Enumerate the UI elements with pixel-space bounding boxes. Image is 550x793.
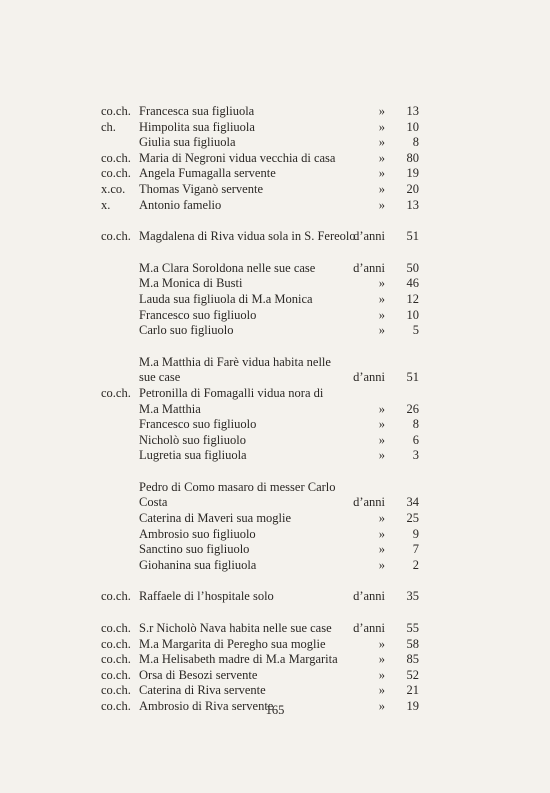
register-entry [101, 637, 419, 653]
person-description: Lugretia sua figliuola [139, 448, 247, 463]
status-code: co.ch. [101, 385, 131, 400]
age-value: 20 [406, 181, 419, 196]
group-spacer [101, 213, 419, 229]
person-description: Ambrosio di Riva servente [139, 699, 274, 713]
age-unit: » [378, 291, 385, 306]
person-description: Giulia sua figliuola [139, 135, 236, 150]
age-value: 25 [406, 511, 419, 526]
register-listing [101, 104, 419, 715]
age-unit: » [378, 166, 385, 181]
person-description: Raffaele di l’hospitale solo [139, 589, 274, 604]
person-description: Himpolita sua figliuola [139, 119, 255, 134]
group-spacer [101, 464, 419, 480]
age-value: 8 [412, 135, 419, 150]
person-description: Francesco suo figliuolo [139, 307, 257, 322]
person-description: sue case [139, 370, 181, 385]
register-entry [101, 527, 419, 543]
age-value: 51 [406, 229, 419, 244]
person-description: Costa [139, 495, 168, 510]
register-entry [101, 668, 419, 684]
age-unit: » [378, 448, 385, 463]
age-unit: » [378, 150, 385, 165]
age-value: 12 [406, 291, 419, 306]
age-value: 7 [412, 542, 419, 557]
person-description: M.a Helisabeth madre di M.a Margarita [139, 652, 338, 667]
age-unit: » [378, 699, 385, 713]
register-entry [101, 386, 419, 402]
age-value: 50 [406, 260, 419, 275]
register-entry [101, 166, 419, 182]
age-unit: » [378, 511, 385, 526]
person-description: Angela Fumagalla servente [139, 166, 276, 181]
age-unit: » [378, 307, 385, 322]
person-description: Caterina di Riva servente [139, 683, 266, 698]
register-entry [101, 370, 419, 386]
person-description: Ambrosio suo figliuolo [139, 526, 256, 541]
register-entry [101, 292, 419, 308]
person-description: Giohanina sua figliuola [139, 557, 257, 572]
age-unit: » [378, 636, 385, 651]
age-value: 6 [412, 432, 419, 447]
page-number: 165 [265, 703, 285, 717]
age-unit: d’anni [353, 260, 385, 275]
status-code: co.ch. [101, 652, 131, 667]
register-entry [101, 480, 419, 496]
age-value: 19 [406, 166, 419, 181]
age-value: 9 [412, 526, 419, 541]
register-entry [101, 652, 419, 668]
register-entry [101, 151, 419, 167]
register-entry [101, 261, 419, 277]
age-value: 58 [406, 636, 419, 651]
age-value: 80 [406, 150, 419, 165]
age-value: 55 [406, 621, 419, 636]
age-value: 13 [406, 104, 419, 118]
person-description: M.a Monica di Busti [139, 276, 243, 291]
age-unit: » [378, 323, 385, 338]
status-code: co.ch. [101, 589, 131, 604]
age-value: 85 [406, 652, 419, 667]
status-code: co.ch. [101, 104, 131, 118]
register-entry [101, 229, 419, 245]
group-spacer [101, 245, 419, 261]
register-entry [101, 448, 419, 464]
status-code: ch. [101, 119, 116, 134]
age-unit: » [378, 417, 385, 432]
age-unit: » [378, 542, 385, 557]
age-value: 19 [406, 699, 419, 713]
person-description: Thomas Viganò servente [139, 181, 263, 196]
age-value: 10 [406, 307, 419, 322]
register-entry [101, 323, 419, 339]
status-code: co.ch. [101, 699, 131, 713]
age-unit: » [378, 432, 385, 447]
age-unit: » [378, 557, 385, 572]
register-entry [101, 495, 419, 511]
age-unit: » [378, 683, 385, 698]
register-entry [101, 542, 419, 558]
person-description: Lauda sua figliuola di M.a Monica [139, 291, 313, 306]
register-entry [101, 308, 419, 324]
person-description: Antonio famelio [139, 197, 222, 212]
register-entry [101, 120, 419, 136]
person-description: Pedro di Como masaro di messer Carlo [139, 479, 336, 494]
person-description: Nicholò suo figliuolo [139, 432, 246, 447]
age-value: 35 [406, 589, 419, 604]
person-description: Petronilla di Fomagalli vidua nora di [139, 385, 324, 400]
age-value: 26 [406, 401, 419, 416]
age-unit: » [378, 667, 385, 682]
register-entry [101, 135, 419, 151]
age-unit: » [378, 401, 385, 416]
age-unit: » [378, 652, 385, 667]
group-spacer [101, 339, 419, 355]
person-description: S.r Nicholò Nava habita nelle sue case [139, 621, 332, 636]
status-code: co.ch. [101, 667, 131, 682]
age-unit: d’anni [353, 621, 385, 636]
person-description: Magdalena di Riva vidua sola in S. Fereolo [139, 229, 356, 244]
person-description: Francesca sua figliuola [139, 104, 255, 118]
group-spacer [101, 605, 419, 621]
status-code: co.ch. [101, 621, 131, 636]
age-value: 13 [406, 197, 419, 212]
age-value: 5 [412, 323, 419, 338]
age-unit: » [378, 276, 385, 291]
person-description: Carlo suo figliuolo [139, 323, 234, 338]
register-entry [101, 511, 419, 527]
age-unit: d’anni [353, 589, 385, 604]
age-unit: d’anni [353, 370, 385, 385]
age-unit: » [378, 135, 385, 150]
status-code: co.ch. [101, 229, 131, 244]
age-value: 21 [406, 683, 419, 698]
age-unit: » [378, 104, 385, 118]
person-description: Maria di Negroni vidua vecchia di casa [139, 150, 336, 165]
person-description: M.a Matthia [139, 401, 201, 416]
register-entry [101, 589, 419, 605]
age-value: 3 [412, 448, 419, 463]
register-entry [101, 621, 419, 637]
status-code: x.co. [101, 181, 126, 196]
age-value: 2 [412, 557, 419, 572]
age-unit: » [378, 526, 385, 541]
age-value: 8 [412, 417, 419, 432]
status-code: co.ch. [101, 636, 131, 651]
register-entry [101, 355, 419, 371]
age-unit: » [378, 119, 385, 134]
register-entry [101, 182, 419, 198]
register-entry [101, 276, 419, 292]
age-value: 52 [406, 667, 419, 682]
person-description: M.a Margarita di Peregho sua moglie [139, 636, 326, 651]
age-unit: d’anni [353, 495, 385, 510]
status-code: co.ch. [101, 683, 131, 698]
register-entry [101, 558, 419, 574]
person-description: M.a Matthia di Farè vidua habita nelle [139, 354, 331, 369]
status-code: co.ch. [101, 166, 131, 181]
status-code: co.ch. [101, 150, 131, 165]
register-entry [101, 104, 419, 120]
register-entry [101, 402, 419, 418]
register-entry [101, 683, 419, 699]
group-spacer [101, 573, 419, 589]
person-description: Sanctino suo figliuolo [139, 542, 250, 557]
age-value: 51 [406, 370, 419, 385]
person-description: M.a Clara Soroldona nelle sue case [139, 260, 316, 275]
age-value: 34 [406, 495, 419, 510]
person-description: Caterina di Maveri sua moglie [139, 511, 292, 526]
age-unit: d’anni [353, 229, 385, 244]
register-entry [101, 198, 419, 214]
age-unit: » [378, 197, 385, 212]
register-entry [101, 417, 419, 433]
person-description: Francesco suo figliuolo [139, 417, 257, 432]
register-entry [101, 433, 419, 449]
age-value: 46 [406, 276, 419, 291]
age-value: 10 [406, 119, 419, 134]
age-unit: » [378, 181, 385, 196]
person-description: Orsa di Besozi servente [139, 667, 258, 682]
status-code: x. [101, 197, 111, 212]
